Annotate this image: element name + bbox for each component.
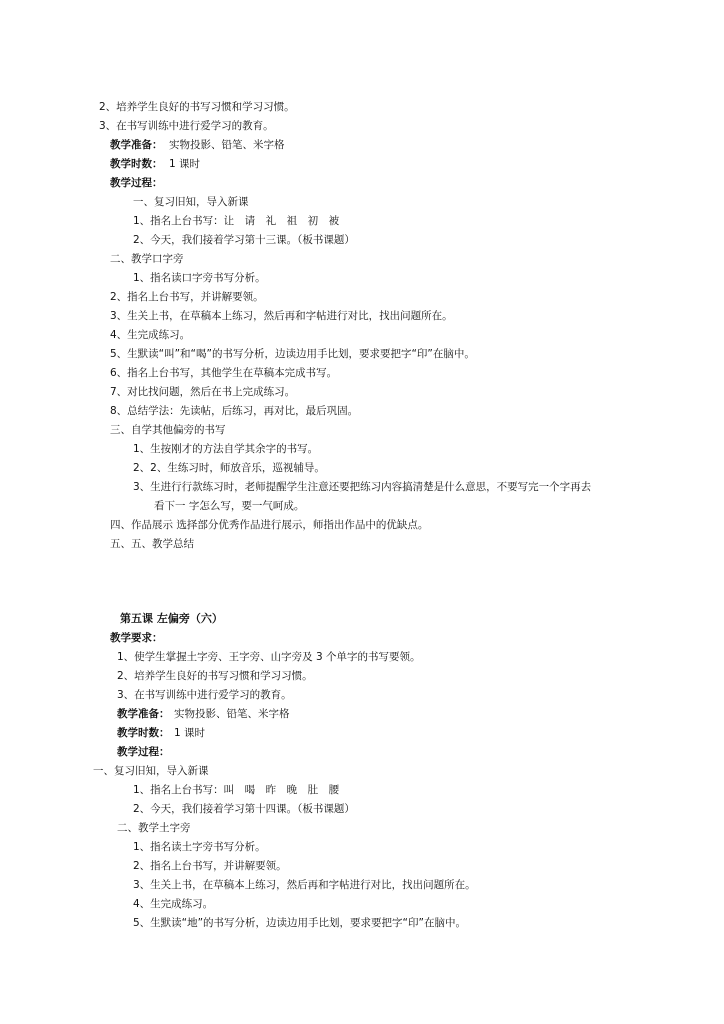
- text-line: 4、生完成练习。: [110, 329, 191, 341]
- text-line: 1 课时: [174, 727, 206, 739]
- text-line: 1、指名读土字旁书写分析。: [133, 841, 266, 853]
- section-label: 教学要求：: [110, 632, 163, 644]
- text-line: 3、在书写训练中进行爱学习的教育。: [99, 120, 274, 132]
- text-line: 1、生按刚才的方法自学其余字的书写。: [133, 443, 319, 455]
- text-line: 2、指名上台书写，并讲解要领。: [133, 860, 287, 872]
- section-label: 教学准备：: [117, 708, 170, 720]
- text-line: 实物投影、铅笔、米字格: [174, 708, 290, 720]
- text-line: 2、培养学生良好的书写习惯和学习习惯。: [117, 670, 313, 682]
- text-line: 一、复习旧知，导入新课: [93, 765, 209, 777]
- text-line: 7、对比找问题，然后在书上完成练习。: [110, 386, 296, 398]
- text-line: 2、2、生练习时，师放音乐，巡视辅导。: [133, 462, 325, 474]
- text-line: 5、生默读“地”的书写分析，边读边用手比划，要求要把字“印”在脑中。: [133, 917, 466, 929]
- section-label: 教学时数：: [117, 727, 170, 739]
- text-line: 1、指名上台书写：让 请 礼 祖 初 被: [133, 215, 340, 227]
- lesson-title: 第五课 左偏旁（六）: [120, 612, 223, 625]
- text-line: 五、五、教学总结: [110, 538, 194, 550]
- text-line: 看下一 字怎么写，要一气呵成。: [154, 500, 305, 512]
- section-label: 教学过程：: [117, 746, 170, 758]
- text-line: 3、生关上书，在草稿本上练习，然后再和字帖进行对比，找出问题所在。: [110, 310, 453, 322]
- text-line: 四、作品展示 选择部分优秀作品进行展示，师指出作品中的优缺点。: [110, 519, 429, 531]
- text-line: 1 课时: [169, 158, 201, 170]
- text-line: 2、今天，我们接着学习第十四课。（板书课题）: [133, 803, 355, 815]
- text-line: 一、复习旧知，导入新课: [133, 196, 249, 208]
- text-line: 3、生关上书，在草稿本上练习，然后再和字帖进行对比，找出问题所在。: [133, 879, 476, 891]
- text-line: 5、生默读“叫”和“喝”的书写分析，边读边用手比划，要求要把字“印”在脑中。: [110, 348, 475, 360]
- text-line: 实物投影、铅笔、米字格: [169, 139, 285, 151]
- text-line: 二、教学口字旁: [110, 253, 184, 265]
- section-label: 教学准备：: [110, 139, 163, 151]
- text-line: 4、生完成练习。: [133, 898, 214, 910]
- text-line: 三、自学其他偏旁的书写: [110, 424, 226, 436]
- text-line: 2、指名上台书写，并讲解要领。: [110, 291, 264, 303]
- text-line: 2、培养学生良好的书写习惯和学习习惯。: [99, 101, 295, 113]
- text-line: 6、指名上台书写，其他学生在草稿本完成书写。: [110, 367, 338, 379]
- text-line: 3、生进行行款练习时，老师提醒学生注意还要把练习内容搞清楚是什么意思，不要写完一个字再去: [133, 481, 592, 493]
- section-label: 教学时数：: [110, 158, 163, 170]
- text-line: 3、在书写训练中进行爱学习的教育。: [117, 689, 292, 701]
- text-line: 1、使学生掌握土字旁、王字旁、山字旁及 3 个单字的书写要领。: [117, 651, 421, 663]
- text-line: 2、今天，我们接着学习第十三课。（板书课题）: [133, 234, 355, 246]
- text-line: 1、指名上台书写：叫 喝 昨 晚 肚 腰: [133, 784, 340, 796]
- section-label: 教学过程：: [110, 177, 163, 189]
- text-line: 8、总结学法：先读帖，后练习，再对比，最后巩固。: [110, 405, 359, 417]
- text-line: 1、指名读口字旁书写分析。: [133, 272, 266, 284]
- text-line: 二、教学土字旁: [117, 822, 191, 834]
